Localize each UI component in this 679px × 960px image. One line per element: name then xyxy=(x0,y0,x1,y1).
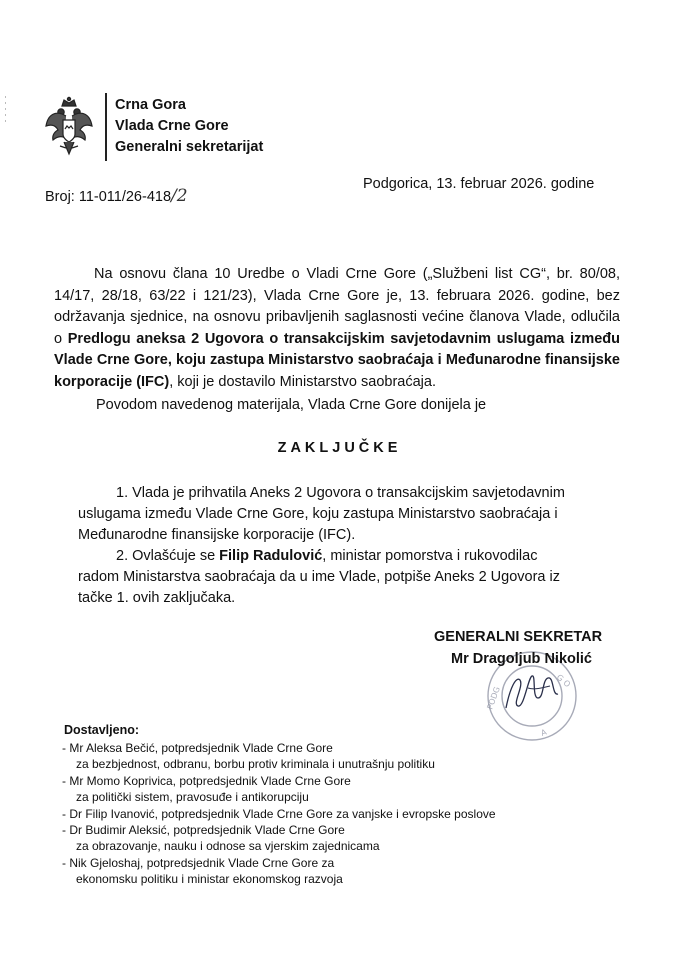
intro-text-end: , koji je dostavilo Ministarstvo saobraćaja. xyxy=(169,373,436,390)
coat-of-arms-icon xyxy=(44,96,94,158)
svg-text:G O: G O xyxy=(554,672,573,690)
conclusion-2 xyxy=(78,546,622,609)
conclusion-1-line-2: uslugama između Vlade Crne Gore, koju zastupa Ministarstvo saobraćaja i xyxy=(78,506,558,522)
distribution-list xyxy=(62,740,496,888)
conclusions-heading: ZAKLJUČKE xyxy=(277,440,402,456)
header-secretariat: Generalni sekretarijat xyxy=(115,139,264,155)
distribution-row: za obrazovanje, nauku i odnose sa vjerskim zajednicama xyxy=(76,839,380,854)
scan-edge-mark xyxy=(4,96,7,126)
intro-paragraph xyxy=(54,264,620,393)
distribution-row: ekonomsku politiku i ministar ekonomskog razvoja xyxy=(76,872,343,887)
conclusion-2-minister-name: Filip Radulović xyxy=(219,548,323,564)
distribution-row: - Nik Gjeloshaj, potpredsjednik Vlade Crne Gore za xyxy=(62,855,335,870)
document-number xyxy=(45,186,188,206)
signatory-name: Mr Dragoljub Nikolić xyxy=(451,651,592,667)
intro-bold-subject: Predlogu aneksa 2 Ugovora o transakcijskim savjetodavnim uslugama između Vlade Crne Gore, koju zastupa Ministarstvo saobraćaja i Međunarodne finansijske korporacije (IFC) xyxy=(54,330,620,390)
header-government: Vlada Crne Gore xyxy=(115,118,229,134)
povodom-line: Povodom navedenog materijala, Vlada Crne Gore donijela je xyxy=(96,397,487,413)
conclusion-2-rest: , ministar pomorstva i rukovodilac xyxy=(322,548,538,564)
distribution-row: - Mr Momo Koprivica, potpredsjednik Vlade Crne Gore xyxy=(62,773,351,788)
distribution-row: za politički sistem, pravosuđe i antikorupciju xyxy=(76,790,309,805)
conclusion-2-prefix: 2. Ovlašćuje se xyxy=(116,548,220,564)
conclusion-2-line-3: tačke 1. ovih zaključaka. xyxy=(78,590,236,606)
conclusion-1-line-3: Međunarodne finansijske korporacije (IFC). xyxy=(78,527,356,543)
distribution-row: - Dr Filip Ivanović, potpredsjednik Vlade Crne Gore za vanjske i evropske poslove xyxy=(62,806,496,821)
document-number-handwritten: /2 xyxy=(171,186,188,206)
conclusion-1 xyxy=(78,483,622,546)
svg-text:A: A xyxy=(539,727,548,738)
intro-text: Na osnovu člana 10 Uredbe o Vladi Crne Gore („Službeni list CG“, br. 80/08, 14/17, 28/18, 63/22 i 121/23), Vlada Crne Gore je, 13. februara 2026. godine, bez održavanja sjednice, na osnovu pribavljenih saglasnosti većine članova Vlade, odlučila o xyxy=(54,266,620,347)
conclusion-2-line-2: radom Ministarstva saobraćaja da u ime Vlade, potpiše Aneks 2 Ugovora iz xyxy=(78,569,560,585)
distribution-row: za bezbjednost, odbranu, borbu protiv kriminala i unutrašnju politiku xyxy=(76,757,435,772)
svg-text:PODG: PODG xyxy=(485,685,502,711)
header-divider xyxy=(105,93,107,161)
handwritten-signature-icon xyxy=(498,668,568,716)
place-and-date: Podgorica, 13. februar 2026. godine xyxy=(363,176,595,192)
distribution-row: - Dr Budimir Aleksić, potpredsjednik Vlade Crne Gore xyxy=(62,823,345,838)
distribution-label: Dostavljeno: xyxy=(64,723,140,737)
header-country: Crna Gora xyxy=(115,97,186,113)
distribution-row: - Mr Aleksa Bečić, potpredsjednik Vlade Crne Gore xyxy=(62,741,333,755)
conclusion-1-line-1: 1. Vlada je prihvatila Aneks 2 Ugovora o transakcijskim savjetodavnim xyxy=(116,485,565,501)
signatory-title: GENERALNI SEKRETAR xyxy=(434,629,603,645)
conclusion-2-line-1 xyxy=(82,546,622,567)
document-number-label: Broj: 11-011/26-418 xyxy=(45,189,172,205)
institution-header xyxy=(115,95,263,158)
